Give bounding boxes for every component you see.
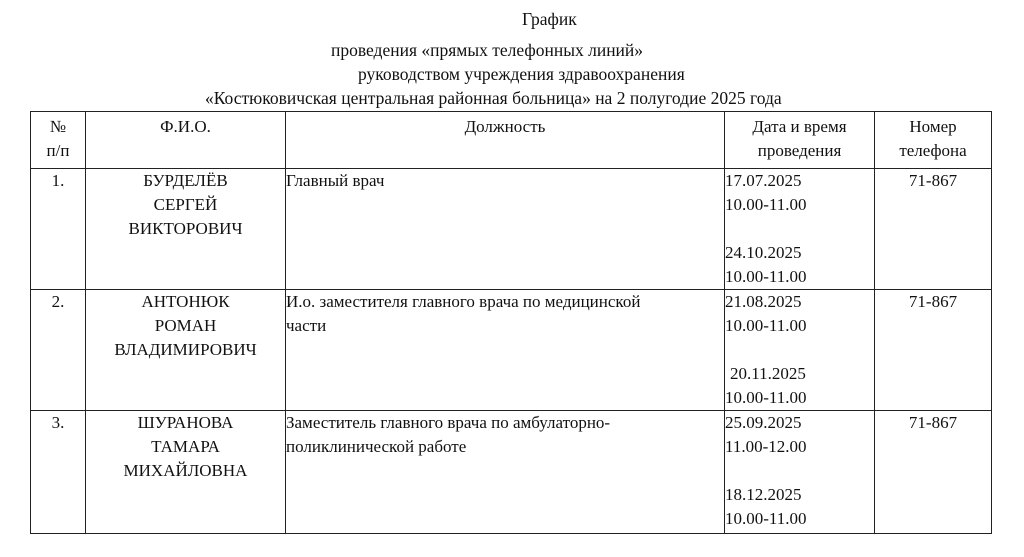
header-date [725,112,875,169]
row-fio [86,290,286,411]
time-2: 10.00-11.00 [725,509,807,528]
date-1: 21.08.2025 [725,292,802,311]
time-1: 10.00-11.00 [725,195,807,214]
position-text: Главный врач [286,171,385,190]
header-phone-line2: телефона [899,141,967,160]
fio-name: СЕРГЕЙ [153,195,218,214]
header-fio-label: Ф.И.О. [160,117,211,136]
title-subline-1: проведения «прямых телефонных линий» [331,40,644,60]
fio-name: РОМАН [154,316,217,335]
time-2: 10.00-11.00 [725,388,807,407]
position-text: части [286,316,327,335]
header-fio [86,112,286,169]
header-phone [875,112,992,169]
time-2: 10.00-11.00 [725,267,807,286]
row-position [286,290,725,411]
table-row [31,169,992,290]
header-position-label: Должность [464,117,546,136]
title-subline-3: «Костюковичская центральная районная больница» на 2 полугодие 2025 года [205,88,782,108]
table-row [31,411,992,534]
date-2: 20.11.2025 [730,364,806,383]
date-2: 24.10.2025 [725,243,802,262]
date-2: 18.12.2025 [725,485,802,504]
header-date-line1: Дата и время [752,117,847,136]
position-text: Заместитель главного врача по амбулаторно- [286,413,611,432]
header-num-line1: № [49,117,67,136]
header-num [31,112,86,169]
fio-patronymic: ВЛАДИМИРОВИЧ [114,340,257,359]
date-1: 17.07.2025 [725,171,802,190]
header-phone-line1: Номер [909,117,957,136]
document-title: График [522,9,577,29]
fio-surname: ШУРАНОВА [137,413,234,432]
row-number: 1. [31,169,86,290]
fio-patronymic: МИХАЙЛОВНА [123,461,248,480]
header-position [286,112,725,169]
fio-patronymic: ВИКТОРОВИЧ [128,219,243,238]
date-1: 25.09.2025 [725,413,802,432]
row-number: 2. [31,290,86,411]
fio-surname: БУРДЕЛЁВ [143,171,228,190]
row-fio [86,169,286,290]
table-header-row [31,112,992,169]
schedule-table [30,111,992,534]
row-position [286,169,725,290]
header-num-line2: п/п [46,141,70,160]
position-text: И.о. заместителя главного врача по медицинской [286,292,641,311]
row-fio [86,411,286,534]
row-phone: 71-867 [875,169,992,290]
row-dates [725,290,875,411]
time-1: 11.00-12.00 [725,437,807,456]
title-subline-2: руководством учреждения здравоохранения [358,64,685,84]
table-row [31,290,992,411]
fio-name: ТАМАРА [151,437,220,456]
fio-surname: АНТОНЮК [141,292,230,311]
position-text: поликлинической работе [286,437,467,456]
row-dates [725,411,875,534]
row-dates [725,169,875,290]
row-phone: 71-867 [875,411,992,534]
time-1: 10.00-11.00 [725,316,807,335]
row-number: 3. [31,411,86,534]
header-date-line2: проведения [757,141,842,160]
row-phone: 71-867 [875,290,992,411]
row-position [286,411,725,534]
